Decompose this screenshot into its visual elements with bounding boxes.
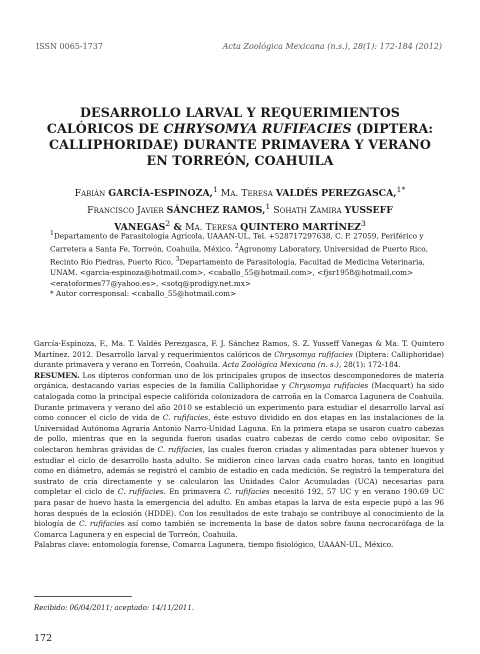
page-header bbox=[36, 42, 442, 51]
citation-species: Chrysomya rufifacies bbox=[274, 349, 353, 359]
footnote-rule bbox=[34, 596, 132, 597]
abstract-text: , las cuales fueron criadas y alimentadas para obtener huevos y estudiar el ciclo de desarrollo hasta adulto. Se midieron cinco larvas cada cuatro horas, tanto en longitud como en diámetro, además se registró el cambio de estadio en cada medición. Se registró la temperatura del sustrato de cría directamente y se calcularon las Unidades Calor Acumuladas (UCA) necesarias para completar el ciclo de bbox=[34, 444, 444, 497]
citation-text: García-Espinoza, F., Ma. T. Valdés Perezgasca, F. J. Sánchez Ramos, S. Z. Yusseff Vanegas & Ma. T. Quintero Martínez. 2012. Desarrollo larval y requerimientos calóricos de bbox=[34, 339, 444, 359]
issn: ISSN 0065-1737 bbox=[36, 42, 103, 51]
abstract-species: C. rufifacies bbox=[224, 487, 270, 497]
affil-marker: 1 bbox=[50, 230, 54, 237]
keywords-text: entomología forense, Comarca Lagunera, tiempo fisiológico, UAAAN-UL, México. bbox=[89, 540, 394, 550]
title-species: CHRYSOMYA RUFIFACIES bbox=[163, 121, 352, 136]
author-ampersand: & bbox=[170, 222, 186, 234]
author-first-name: Fabián bbox=[74, 188, 106, 200]
abstract bbox=[34, 371, 444, 541]
abstract-species: C. rufifacies bbox=[162, 413, 209, 423]
author-affil-marker: 2 bbox=[165, 219, 171, 229]
author-surname: VALDÉS PEREZGASCA, bbox=[275, 188, 397, 200]
author-first-name: Ma. Teresa bbox=[185, 222, 238, 234]
abstract-text: necesitó 192, 57 UC y en verano 190.69 UC para pasar de huevo hasta la emergencia del adulto. En ambas etapas la larva de esta especie pupó a las 96 horas después de la eclosión (HDDE). Con los resultados de este trabajo se contribuye al conocimiento de la biología de bbox=[34, 487, 444, 529]
suggested-citation bbox=[34, 339, 444, 371]
author-affil-marker: 1* bbox=[396, 185, 406, 194]
author-first-name: Francisco Javier bbox=[87, 205, 164, 217]
citation-text: 28(1): 172-184. bbox=[341, 360, 401, 370]
abstract-text: , éste estuvo dividido en dos etapas en las instalaciones de la Universidad Autónoma Agraria Antonio Narro-Unidad Laguna. En la primera etapa se usaron cuatro cabezas de pollo, mientras que en la segunda fueron usadas cuatro cabezas de cerdo como cebo ovipositar. Se colectaron hembras grávidas de bbox=[34, 413, 444, 454]
abstract-text: Los dípteros conforman uno de los principales grupos de insectos descomponedores de materia orgánica, destacando varias especies de la familia Calliphoridae y bbox=[34, 370, 444, 391]
affil-text: Agronomy Laboratory, Universidad de Puerto Rico, Recinto Río Piedras, Puerto Rico, bbox=[50, 244, 428, 267]
author-affil-marker: 1 bbox=[265, 202, 271, 212]
abstract-species: C. rufifacies bbox=[157, 444, 203, 454]
author-surname: GARCÍA-ESPINOZA, bbox=[108, 188, 213, 200]
affil-text: Departamento de Parasitología, Facultad de Medicina Veterinaria, UNAM. <garcia-espinoza@hotmail.com>, <caballo_55@hotmail.com>, <fjsr1958@hotmail.com> <eratoformes77@yahoo.es>, <sotq@prodigy.net.mx> bbox=[50, 257, 425, 288]
author-surname: SÁNCHEZ RAMOS, bbox=[166, 205, 266, 217]
affil-marker: 3 bbox=[175, 256, 180, 264]
title-part-2: (DIPTERA: CALLIPHORIDAE) DURANTE PRIMAVERA Y VERANO EN TORREÓN, COAHUILA bbox=[49, 121, 434, 168]
affiliations bbox=[50, 229, 436, 300]
keywords bbox=[34, 540, 444, 551]
abstract-species: Chrysomya rufifacies bbox=[289, 381, 369, 391]
author-first-name: Ma. Teresa bbox=[220, 188, 273, 200]
article-title bbox=[44, 105, 436, 169]
journal-citation: Acta Zoológica Mexicana (n.s.), 28(1): 172-184 (2012) bbox=[222, 42, 442, 51]
author-affil-marker: 3 bbox=[360, 219, 366, 229]
article-body bbox=[34, 339, 444, 551]
title-part-1: DESARROLLO LARVAL Y REQUERIMIENTOS CALÓRICOS DE bbox=[46, 105, 400, 136]
citation-text: (Diptera: Calliphoridae) durante primavera y verano en Torreón, Coahuila. bbox=[34, 349, 444, 370]
author-surname: YUSSEFF bbox=[344, 205, 393, 217]
author-list bbox=[28, 183, 452, 234]
received-dates: Recibido: 06/04/2011; aceptado: 14/11/2011. bbox=[34, 604, 195, 612]
abstract-text: así como también se incrementa la base de datos sobre fauna necrocarófaga de la Comarca Lagunera y en especial de Torreón, Coahuila. bbox=[34, 519, 444, 539]
abstract-label: RESUMEN. bbox=[34, 370, 80, 380]
author-surname: QUINTERO MARTÍNEZ bbox=[240, 222, 361, 234]
abstract-text: . En primavera bbox=[163, 487, 225, 497]
abstract-species: C. rufifacies bbox=[117, 487, 164, 497]
author-first-name: Sohath Zamira bbox=[273, 205, 342, 217]
page-number: 172 bbox=[34, 633, 53, 644]
abstract-species: C. rufifacies bbox=[78, 519, 125, 529]
citation-journal: Acta Zoológica Mexicana (n. s.), bbox=[222, 360, 342, 370]
affil-marker: 2 bbox=[234, 243, 239, 251]
keywords-label: Palabras clave: bbox=[34, 540, 90, 550]
author-surname-cont: VANEGAS bbox=[114, 222, 166, 234]
abstract-text: (Macquart) ha sido catalogada como la principal especie califórida colonizadora de carroña en la Comarca Lagunera de Coahuila. Durante primavera y verano del año 2010 se estableció un experimento para estudiar el desarrollo larval así como conocer el ciclo de vida de bbox=[34, 381, 444, 423]
corresponding-author: * Autor corresponsal: <caballo_55@hotmail.com> bbox=[50, 289, 237, 299]
affil-text: Departamento de Parasitología Agrícola, UAAAN-UL, Tel. +528717297638, C. P. 27059, Periférico y Carretera a Santa Fe, Torreón, Coahuila, México. bbox=[50, 231, 424, 254]
author-affil-marker: 1 bbox=[212, 185, 218, 194]
